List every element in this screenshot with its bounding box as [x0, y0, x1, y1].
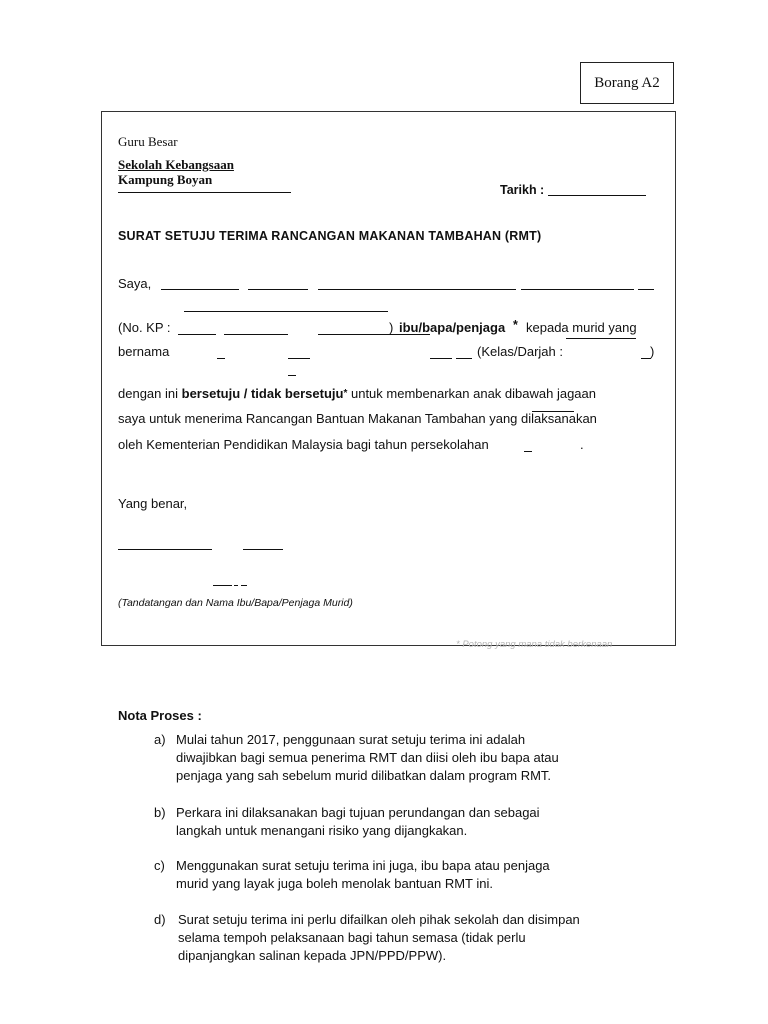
- parent-name-field[interactable]: [161, 289, 239, 290]
- signature-field[interactable]: [118, 549, 212, 550]
- signature-name-field[interactable]: [213, 585, 232, 586]
- signature-name-field-3[interactable]: [241, 585, 247, 586]
- note-a-line-2: diwajibkan bagi semua penerima RMT dan diisi oleh ibu bapa atau: [176, 750, 559, 765]
- note-label-b: b): [154, 805, 166, 820]
- student-name-field-4[interactable]: [456, 358, 472, 359]
- consent-line-3: oleh Kementerian Pendidikan Malaysia bagi tahun persekolahan: [118, 437, 489, 452]
- bernama-label: bernama: [118, 344, 170, 359]
- kelas-label: (Kelas/Darjah :: [477, 344, 563, 359]
- student-name-continuation[interactable]: [288, 375, 296, 376]
- consent-line-1: [118, 386, 596, 401]
- kepada-underline: [566, 338, 636, 339]
- letter-title: SURAT SETUJU TERIMA RANCANGAN MAKANAN TAMBAHAN (RMT): [118, 229, 542, 243]
- signature-name-field-2[interactable]: [234, 585, 238, 586]
- notes-heading: Nota Proses :: [118, 708, 202, 723]
- parent-options: ibu/bapa/penjaga: [399, 320, 506, 335]
- ic-number-field-2[interactable]: [224, 334, 288, 335]
- consent-prefix: dengan ini: [118, 386, 178, 401]
- note-text-b: [176, 804, 624, 840]
- note-text-a: [176, 731, 624, 785]
- note-b-line-2: langkah untuk menangani risiko yang dijangkakan.: [176, 823, 468, 838]
- parent-name-field-4[interactable]: [521, 289, 634, 290]
- parent-name-field-5[interactable]: [638, 289, 654, 290]
- note-label-c: c): [154, 858, 165, 873]
- student-name-field-1[interactable]: [217, 358, 225, 359]
- consent-overline: [532, 411, 574, 412]
- note-a-line-1: Mulai tahun 2017, penggunaan surat setuju terima ini adalah: [176, 732, 526, 747]
- date-field[interactable]: [548, 195, 646, 196]
- parent-name-field-2[interactable]: [248, 289, 308, 290]
- no-kp-close: ): [389, 320, 394, 335]
- parent-name-continuation[interactable]: [184, 311, 388, 312]
- date-label: Tarikh :: [500, 183, 545, 197]
- note-text-d: [178, 911, 626, 965]
- note-c-line-1: Menggunakan surat setuju terima ini juga, ibu bapa atau penjaga: [176, 858, 550, 873]
- consent-options: bersetuju / tidak bersetuju: [181, 386, 344, 401]
- parent-name-field-3[interactable]: [318, 289, 516, 290]
- note-label-d: d): [154, 912, 166, 927]
- signature-caption: (Tandatangan dan Nama Ibu/Bapa/Penjaga Murid): [118, 597, 353, 609]
- form-code-box: [580, 62, 674, 104]
- address-underline: [118, 192, 291, 193]
- note-b-line-1: Perkara ini dilaksanakan bagi tujuan perundangan dan sebagai: [176, 805, 540, 820]
- no-kp-label: (No. KP :: [118, 320, 171, 335]
- school-name-line2: Kampung Boyan: [118, 172, 213, 187]
- signature-field-2[interactable]: [243, 549, 283, 550]
- consent-suffix: untuk membenarkan anak dibawah jagaan: [350, 386, 596, 401]
- note-d-line-2: selama tempoh pelaksanaan bagi tahun semasa (tidak perlu: [178, 930, 526, 945]
- consent-line-2: saya untuk menerima Rancangan Bantuan Makanan Tambahan yang dilaksanakan: [118, 411, 597, 426]
- closing: Yang benar,: [118, 496, 188, 511]
- footnote: * Potong yang mana tidak berkenaan: [456, 639, 613, 650]
- student-name-field-2[interactable]: [288, 358, 310, 359]
- note-d-line-1: Surat setuju terima ini perlu difailkan oleh pihak sekolah dan disimpan: [178, 912, 580, 927]
- note-c-line-2: murid yang layak juga boleh menolak bantuan RMT ini.: [176, 876, 493, 891]
- note-d-line-3: dipanjangkan salinan kepada JPN/PPD/PPW).: [178, 948, 447, 963]
- asterisk-1: *: [513, 318, 518, 332]
- saya-label: Saya,: [118, 276, 152, 291]
- ic-number-field-1[interactable]: [178, 334, 216, 335]
- note-label-a: a): [154, 732, 166, 747]
- note-text-c: [176, 857, 624, 893]
- recipient-title: Guru Besar: [118, 134, 178, 149]
- consent-line-3-end: .: [580, 437, 584, 452]
- school-year-field[interactable]: [524, 451, 532, 452]
- kepada-murid: kepada murid yang: [526, 320, 637, 335]
- student-name-field-3[interactable]: [430, 358, 452, 359]
- asterisk-2: *: [343, 388, 348, 399]
- form-code: Borang A2: [594, 74, 660, 91]
- school-name-line1: Sekolah Kebangsaan: [118, 157, 234, 172]
- kelas-close: ): [650, 344, 655, 359]
- note-a-line-3: penjaga yang sah sebelum murid dilibatkan dalam program RMT.: [176, 768, 552, 783]
